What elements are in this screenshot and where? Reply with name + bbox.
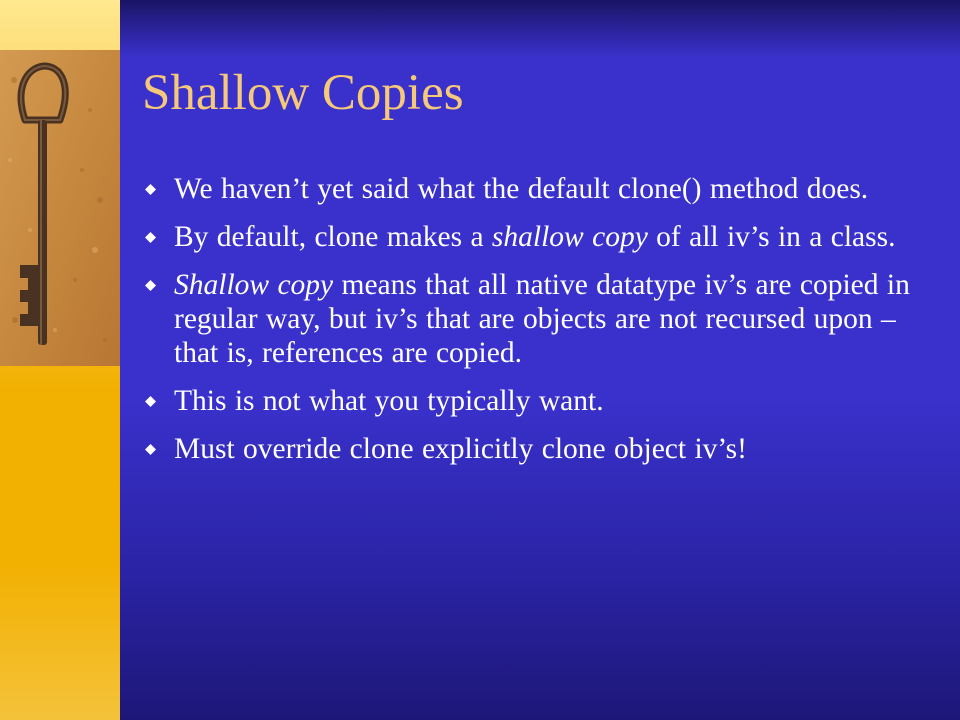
bullet-text: This is not what you typically want. [174,385,604,417]
bullet-item [142,432,932,466]
bullet-list [142,172,932,480]
diamond-bullet-icon [145,184,156,195]
bullet-text: By default, clone makes a [174,221,492,253]
bullet-emphasis: shallow copy [491,221,648,253]
diamond-bullet-icon [145,444,156,455]
bullet-item [142,172,932,206]
diamond-bullet-icon [145,280,156,291]
bullet-emphasis: Shallow copy [174,269,334,301]
bullet-text: means that all native datatype iv’s are copied in regular way, but iv’s that are objects are not recursed upon – that is, references are copied. [174,269,910,369]
slide-title: Shallow Copies [142,65,464,121]
antique-key-image [0,50,120,366]
bullet-item [142,268,932,370]
diamond-bullet-icon [145,232,156,243]
bullet-text: We haven’t yet said what the default clone() method does. [174,173,869,205]
diamond-bullet-icon [145,396,156,407]
bullet-text: of all iv’s in a class. [647,221,896,253]
bullet-item [142,220,932,254]
bullet-item [142,384,932,418]
bullet-text: Must override clone explicitly clone object iv’s! [174,433,747,465]
